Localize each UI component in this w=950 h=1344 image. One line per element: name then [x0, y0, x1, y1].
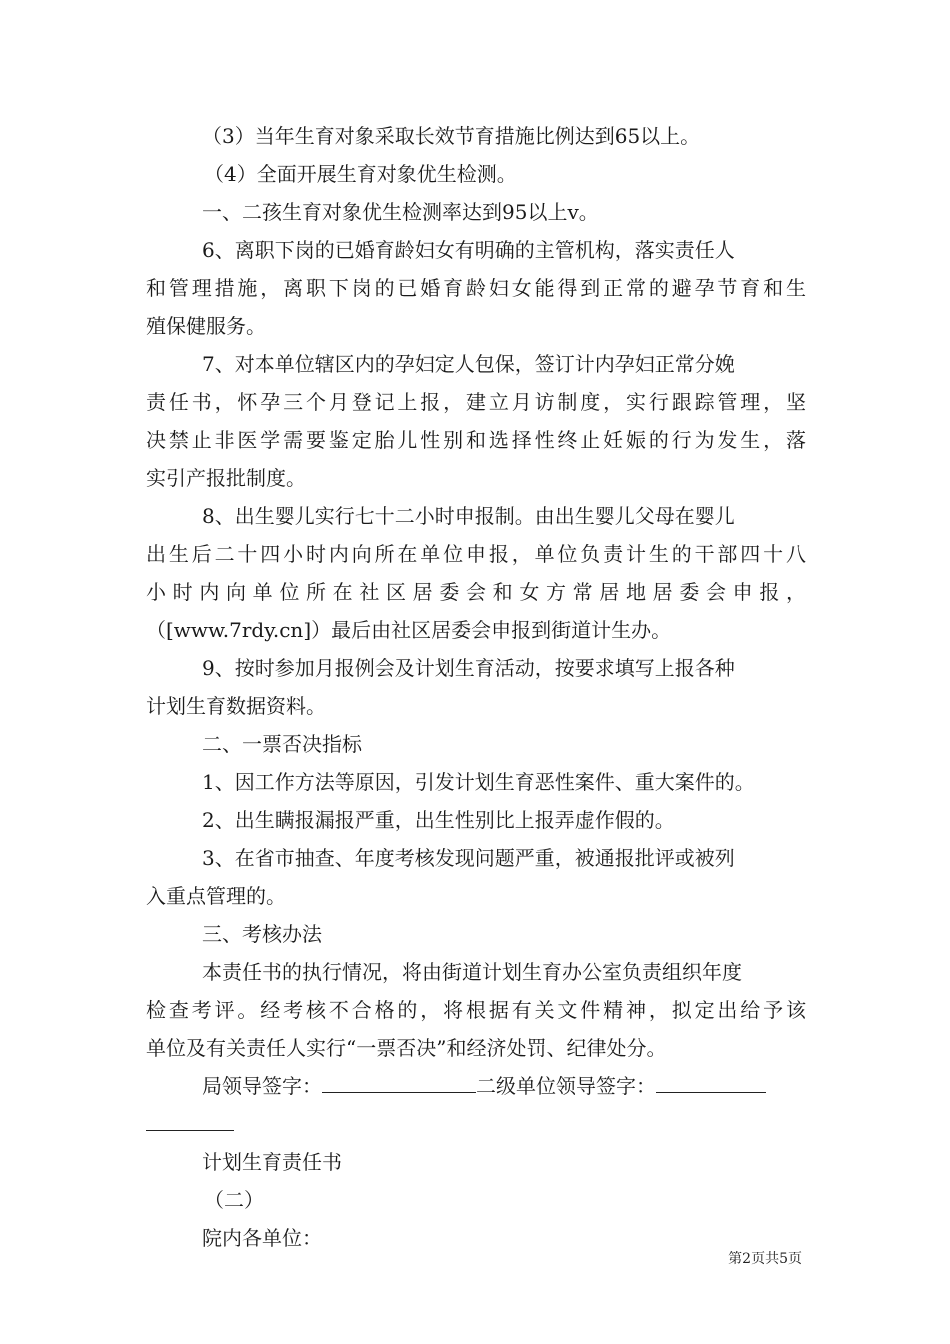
- paragraph-line: 7、对本单位辖区内的孕妇定人包保，签订计内孕妇正常分娩: [202, 352, 735, 376]
- paragraph-line: （[www.7rdy.cn]）最后由社区居委会申报到街道计生办。: [146, 618, 672, 642]
- unit-signature-blank[interactable]: [656, 1090, 766, 1093]
- document-title: 计划生育责任书: [202, 1150, 342, 1174]
- paragraph-line: 8、出生婴儿实行七十二小时申报制。由出生婴儿父母在婴儿: [202, 504, 735, 528]
- paragraph-line: 本责任书的执行情况，将由街道计划生育办公室负责组织年度: [202, 960, 742, 984]
- document-subtitle: （二）: [204, 1188, 264, 1212]
- paragraph-line: 检查考评。经考核不合格的，将根据有关文件精神，拟定出给予该: [146, 998, 806, 1022]
- section-heading: 二、一票否决指标: [202, 732, 362, 756]
- leader-signature-blank[interactable]: [322, 1090, 476, 1093]
- paragraph-line: 计划生育数据资料。: [146, 694, 326, 718]
- paragraph-line: （3）当年生育对象采取长效节育措施比例达到65以上。: [202, 124, 701, 148]
- paragraph-line: 实引产报批制度。: [146, 466, 306, 490]
- paragraph-line: 一、二孩生育对象优生检测率达到95以上v。: [202, 200, 599, 224]
- section-heading: 三、考核办法: [202, 922, 322, 946]
- paragraph-line: 2、出生瞒报漏报严重，出生性别比上报弄虚作假的。: [202, 808, 675, 832]
- paragraph-line: （4）全面开展生育对象优生检测。: [204, 162, 517, 186]
- page-number: 第2页共5页: [728, 1251, 802, 1267]
- paragraph-line: 6、离职下岗的已婚育龄妇女有明确的主管机构，落实责任人: [202, 238, 735, 262]
- paragraph-line: 单位及有关责任人实行“一票否决”和经济处罚、纪律处分。: [146, 1036, 667, 1060]
- document-body: [146, 117, 806, 1257]
- paragraph-line: 1、因工作方法等原因，引发计划生育恶性案件、重大案件的。: [202, 770, 755, 794]
- paragraph-line: 小时内向单位所在社区居委会和女方常居地居委会申报，: [146, 580, 806, 604]
- paragraph-line: 责任书，怀孕三个月登记上报，建立月访制度，实行跟踪管理，坚: [146, 390, 806, 414]
- unit-signature-blank-continued[interactable]: [146, 1128, 234, 1131]
- signature-line: [146, 1067, 806, 1105]
- paragraph-line: 9、按时参加月报例会及计划生育活动，按要求填写上报各种: [202, 656, 735, 680]
- paragraph-line: 出生后二十四小时内向所在单位申报，单位负责计生的干部四十八: [146, 542, 806, 566]
- salutation: 院内各单位：: [202, 1226, 322, 1250]
- paragraph-line: 入重点管理的。: [146, 884, 286, 908]
- paragraph-line: 和管理措施，离职下岗的已婚育龄妇女能得到正常的避孕节育和生: [146, 276, 806, 300]
- paragraph-line: 决禁止非医学需要鉴定胎儿性别和选择性终止妊娠的行为发生，落: [146, 428, 806, 452]
- paragraph-line: 3、在省市抽查、年度考核发现问题严重，被通报批评或被列: [202, 846, 735, 870]
- unit-signature-label: 二级单位领导签字：: [476, 1074, 656, 1098]
- signature-continuation: [146, 1105, 806, 1143]
- paragraph-line: 殖保健服务。: [146, 314, 266, 338]
- leader-signature-label: 局领导签字：: [202, 1074, 322, 1098]
